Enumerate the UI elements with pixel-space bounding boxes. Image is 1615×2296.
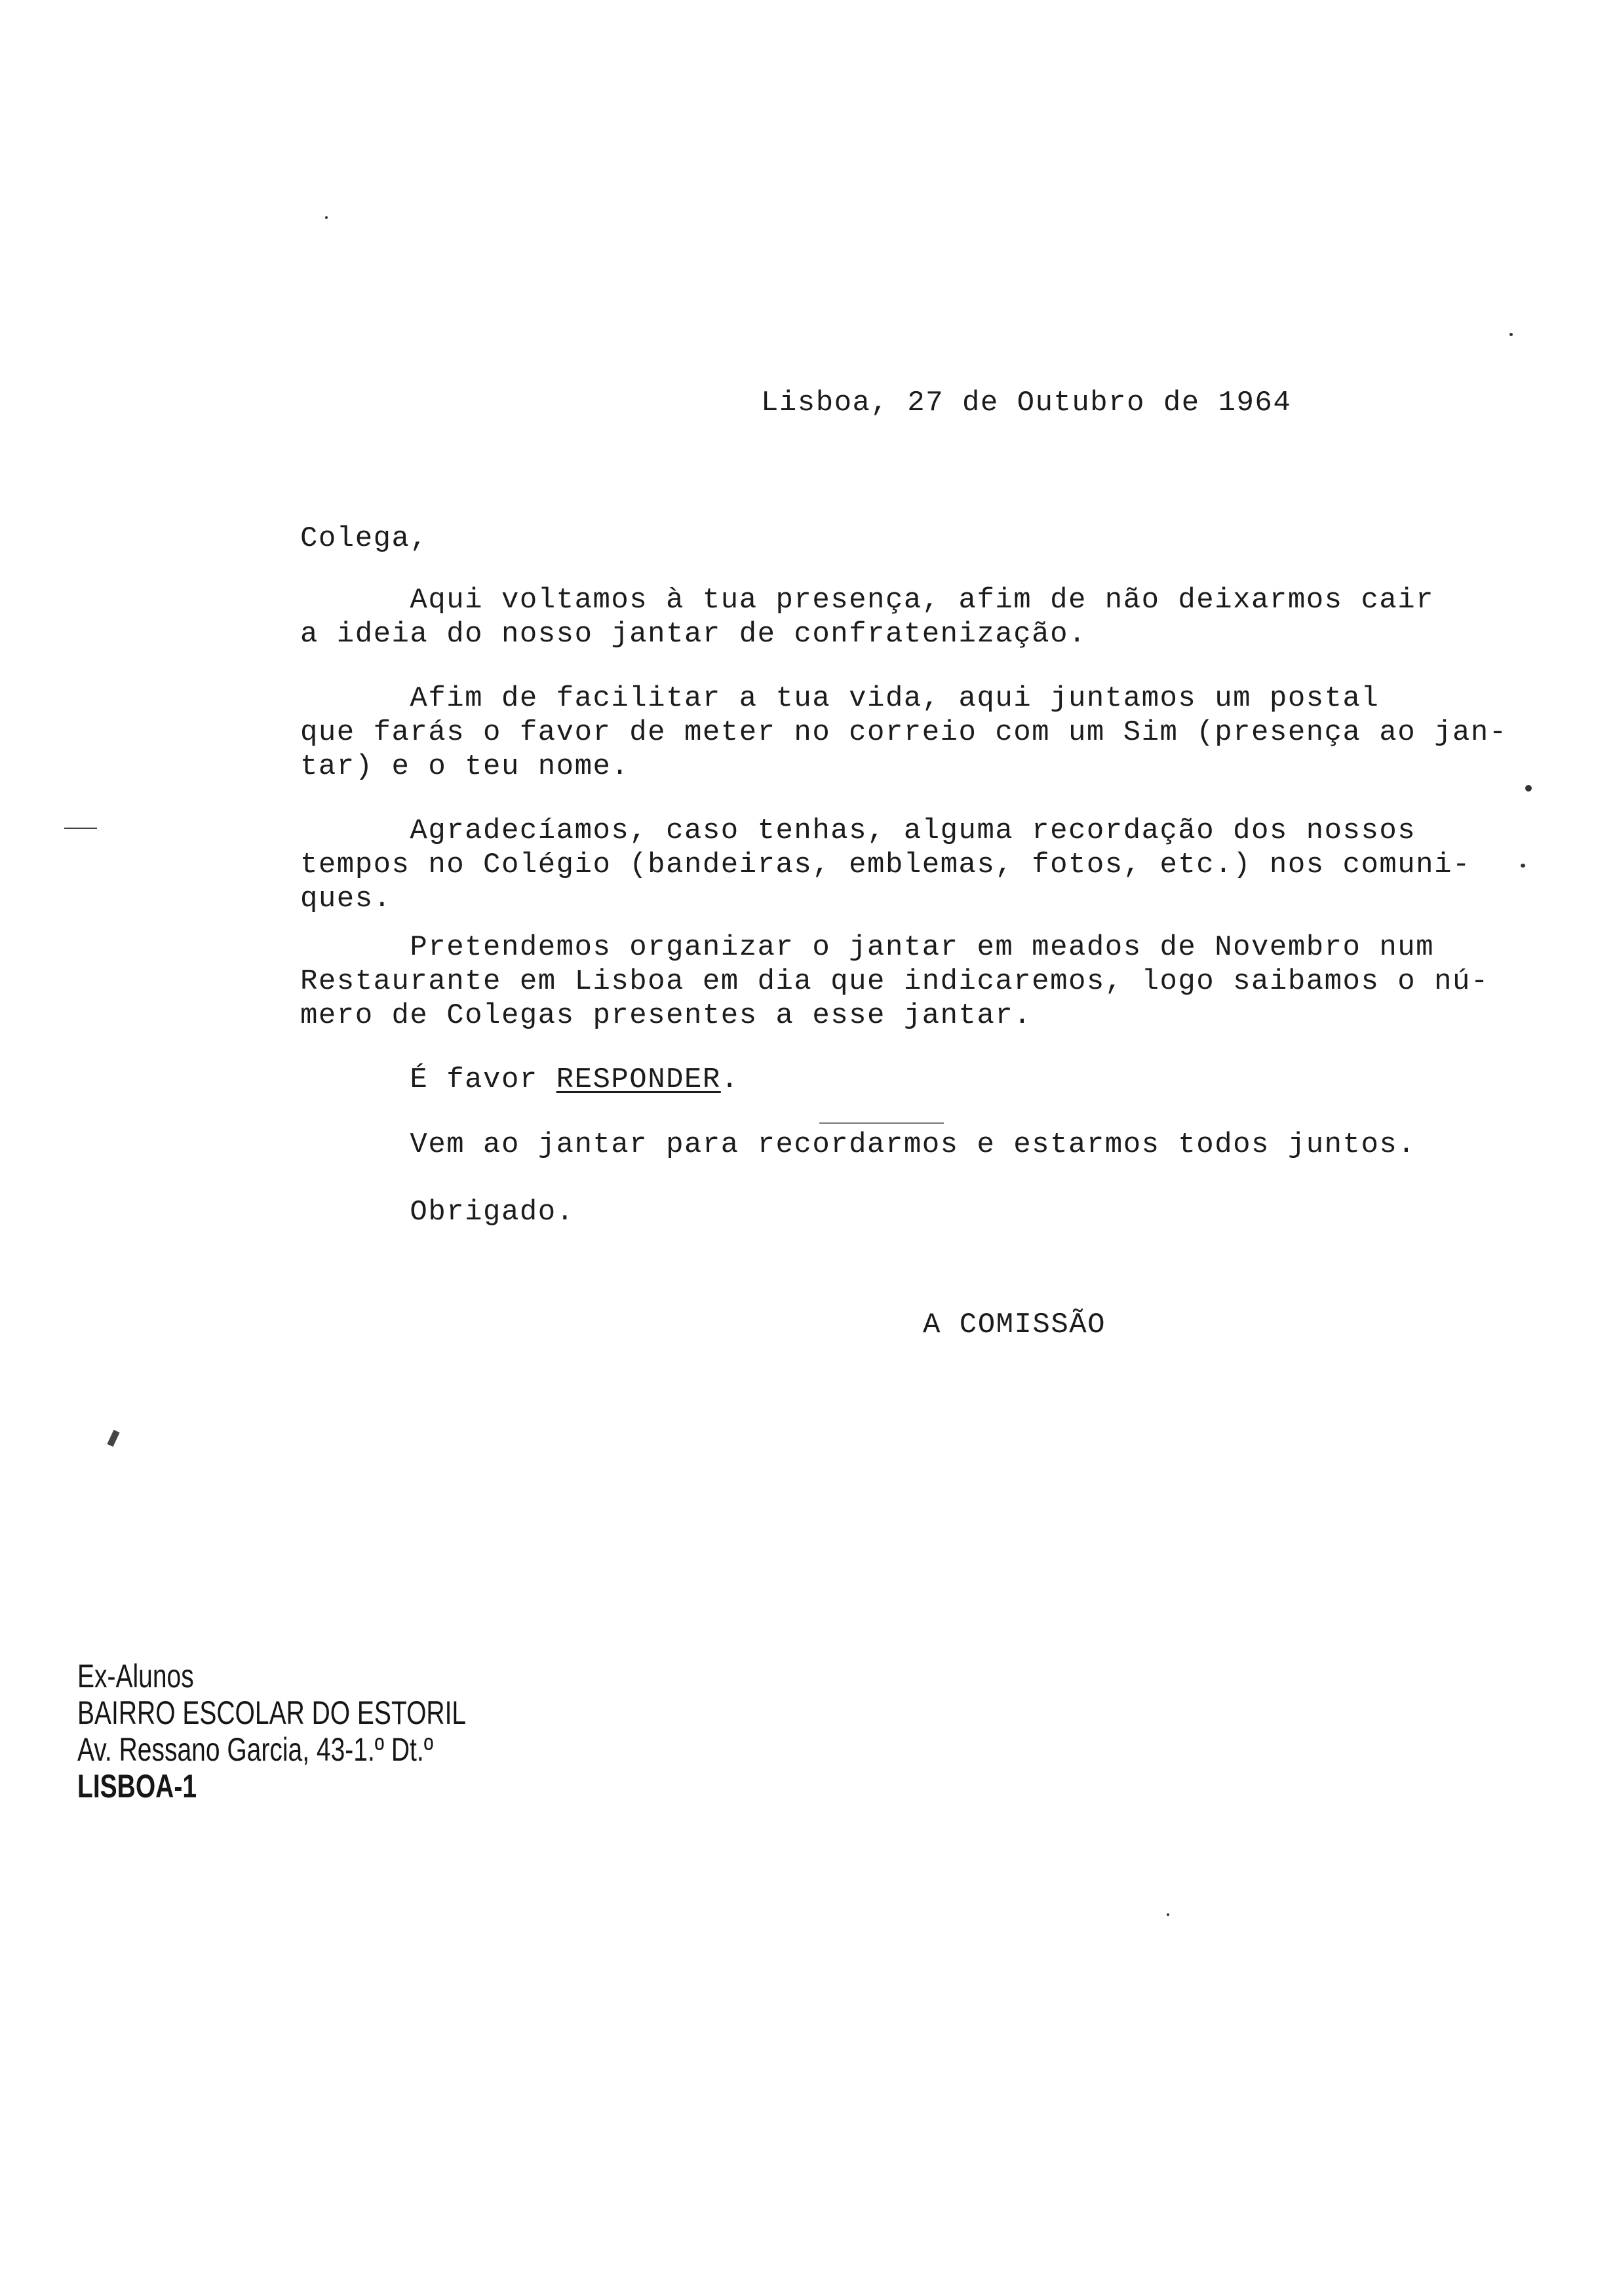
request-emphasis: RESPONDER — [556, 1063, 721, 1096]
paragraph-1-line-1: Aqui voltamos à tua presença, afim de não deixarmos cair — [300, 584, 1435, 617]
scan-speck — [1521, 864, 1525, 868]
scan-dash — [819, 1122, 944, 1124]
paragraph-3-line-1: Agradecíamos, caso tenhas, alguma recordação dos nossos — [300, 814, 1416, 847]
letter-signature: A COMISSÃO — [923, 1309, 1106, 1341]
return-address-line-1: Ex-Alunos — [77, 1658, 194, 1694]
paragraph-4-line-3: mero de Colegas presentes a esse jantar. — [300, 999, 1032, 1032]
invitation-line: Vem ao jantar para recordarmos e estarmos todos juntos. — [300, 1128, 1416, 1161]
thanks-line: Obrigado. — [300, 1196, 575, 1229]
return-address-line-4: LISBOA-1 — [77, 1768, 197, 1805]
return-address-line-2: BAIRRO ESCOLAR DO ESTORIL — [77, 1694, 467, 1731]
scan-speck — [325, 216, 328, 219]
paragraph-3-line-2: tempos no Colégio (bandeiras, emblemas, fotos, etc.) nos comuni- — [300, 849, 1471, 881]
letter-date: Lisboa, 27 de Outubro de 1964 — [761, 387, 1292, 419]
request-line — [300, 1063, 739, 1096]
paragraph-2-line-1: Afim de facilitar a tua vida, aqui juntamos um postal — [300, 682, 1380, 715]
return-address-stamp — [77, 1658, 466, 1805]
paragraph-2-line-3: tar) e o teu nome. — [300, 750, 630, 783]
paragraph-4-line-1: Pretendemos organizar o jantar em meados de Novembro num — [300, 931, 1435, 964]
paragraph-2-line-2: que farás o favor de meter no correio com um Sim (presença ao jan- — [300, 716, 1508, 749]
paragraph-4-line-2: Restaurante em Lisboa em dia que indicaremos, logo saibamos o nú- — [300, 965, 1489, 998]
return-address-line-3: Av. Ressano Garcia, 43-1.º Dt.º — [77, 1731, 433, 1768]
request-suffix: . — [720, 1063, 739, 1096]
paragraph-1-line-2: a ideia do nosso jantar de confratenização. — [300, 618, 1087, 651]
scan-mark — [107, 1430, 119, 1447]
scan-dash — [64, 828, 97, 829]
scan-speck — [1525, 785, 1532, 792]
scan-speck — [1509, 333, 1513, 336]
scan-speck — [1167, 1913, 1169, 1916]
letter-salutation: Colega, — [300, 522, 429, 555]
request-prefix: É favor — [300, 1063, 556, 1096]
paragraph-3-line-3: ques. — [300, 883, 392, 915]
